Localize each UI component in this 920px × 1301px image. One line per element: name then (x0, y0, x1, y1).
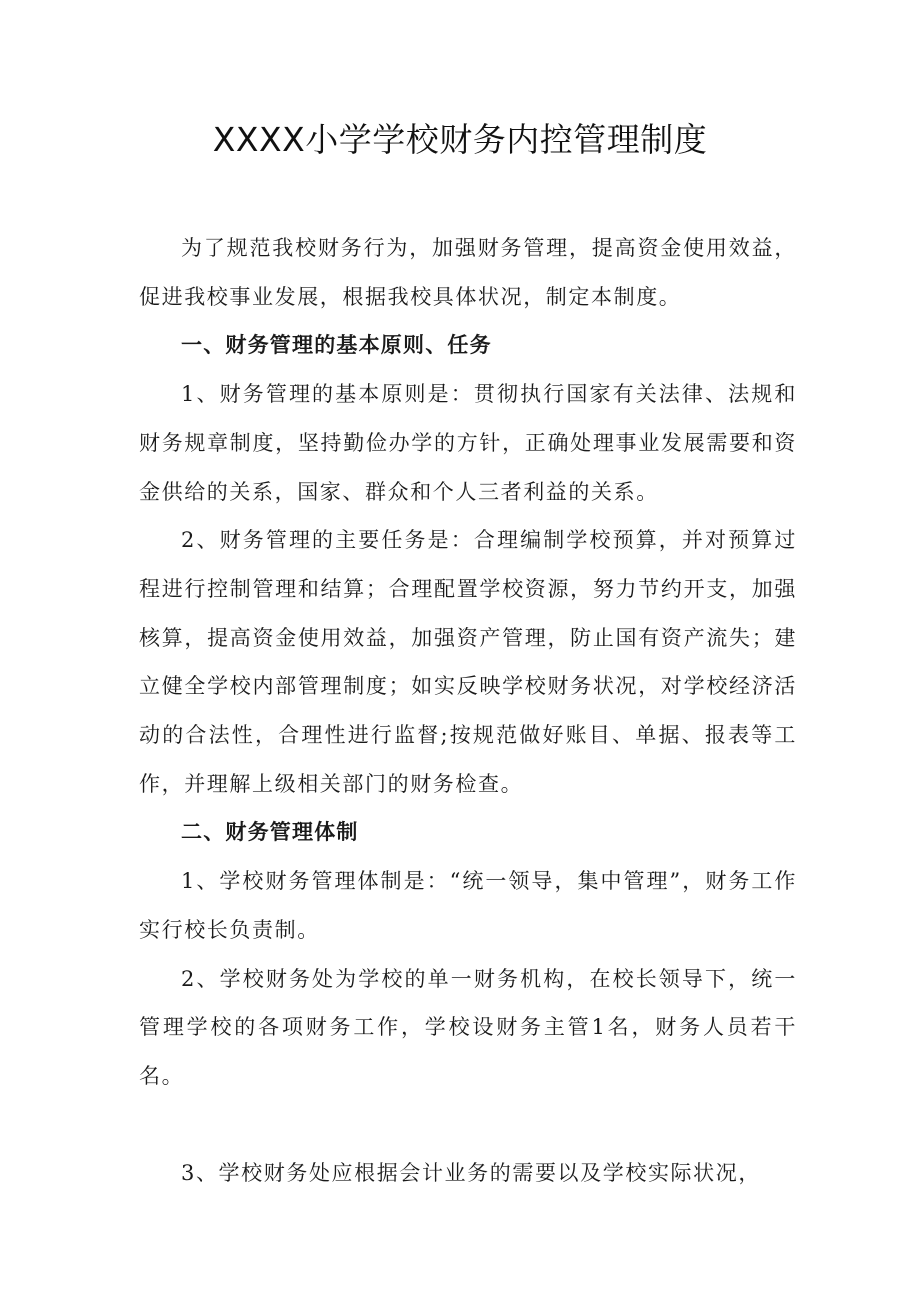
section-heading-system: 二、财务管理体制 (181, 820, 359, 845)
paragraph-system-2: 2、学校财务处为学校的单一财务机构，在校长领导下，统一管理学校的各项财务工作，学校设财务主管1名，财务人员若干名。 (139, 966, 797, 1088)
paragraph-system-1: 1、学校财务管理体制是：“统一领导，集中管理”，财务工作实行校长负责制。 (139, 869, 797, 942)
document-body (139, 224, 797, 1197)
paragraph-system-3: 3、学校财务处应根据会计业务的需要以及学校实际状况， (181, 1160, 761, 1185)
paragraph-principles-2: 2、财务管理的主要任务是：合理编制学校预算，并对预算过程进行控制管理和结算；合理配置学校资源，努力节约开支，加强核算，提高资金使用效益，加强资产管理，防止国有资产流失；建立健全学校内部管理制度；如实反映学校财务状况，对学校经济活动的合法性，合理性进行监督;按规范做好账目、单据、报表等工作，并理解上级相关部门的财务检查。 (139, 528, 797, 796)
intro-paragraph: 为了规范我校财务行为，加强财务管理，提高资金使用效益，促进我校事业发展，根据我校具体状况，制定本制度。 (139, 236, 797, 309)
section-heading-principles: 一、财务管理的基本原则、任务 (181, 333, 492, 358)
paragraph-principles-1: 1、财务管理的基本原则是：贯彻执行国家有关法律、法规和财务规章制度，坚持勤俭办学的方针，正确处理事业发展需要和资金供给的关系，国家、群众和个人三者利益的关系。 (139, 382, 797, 504)
document-title: XXXX小学学校财务内控管理制度 (212, 120, 708, 159)
